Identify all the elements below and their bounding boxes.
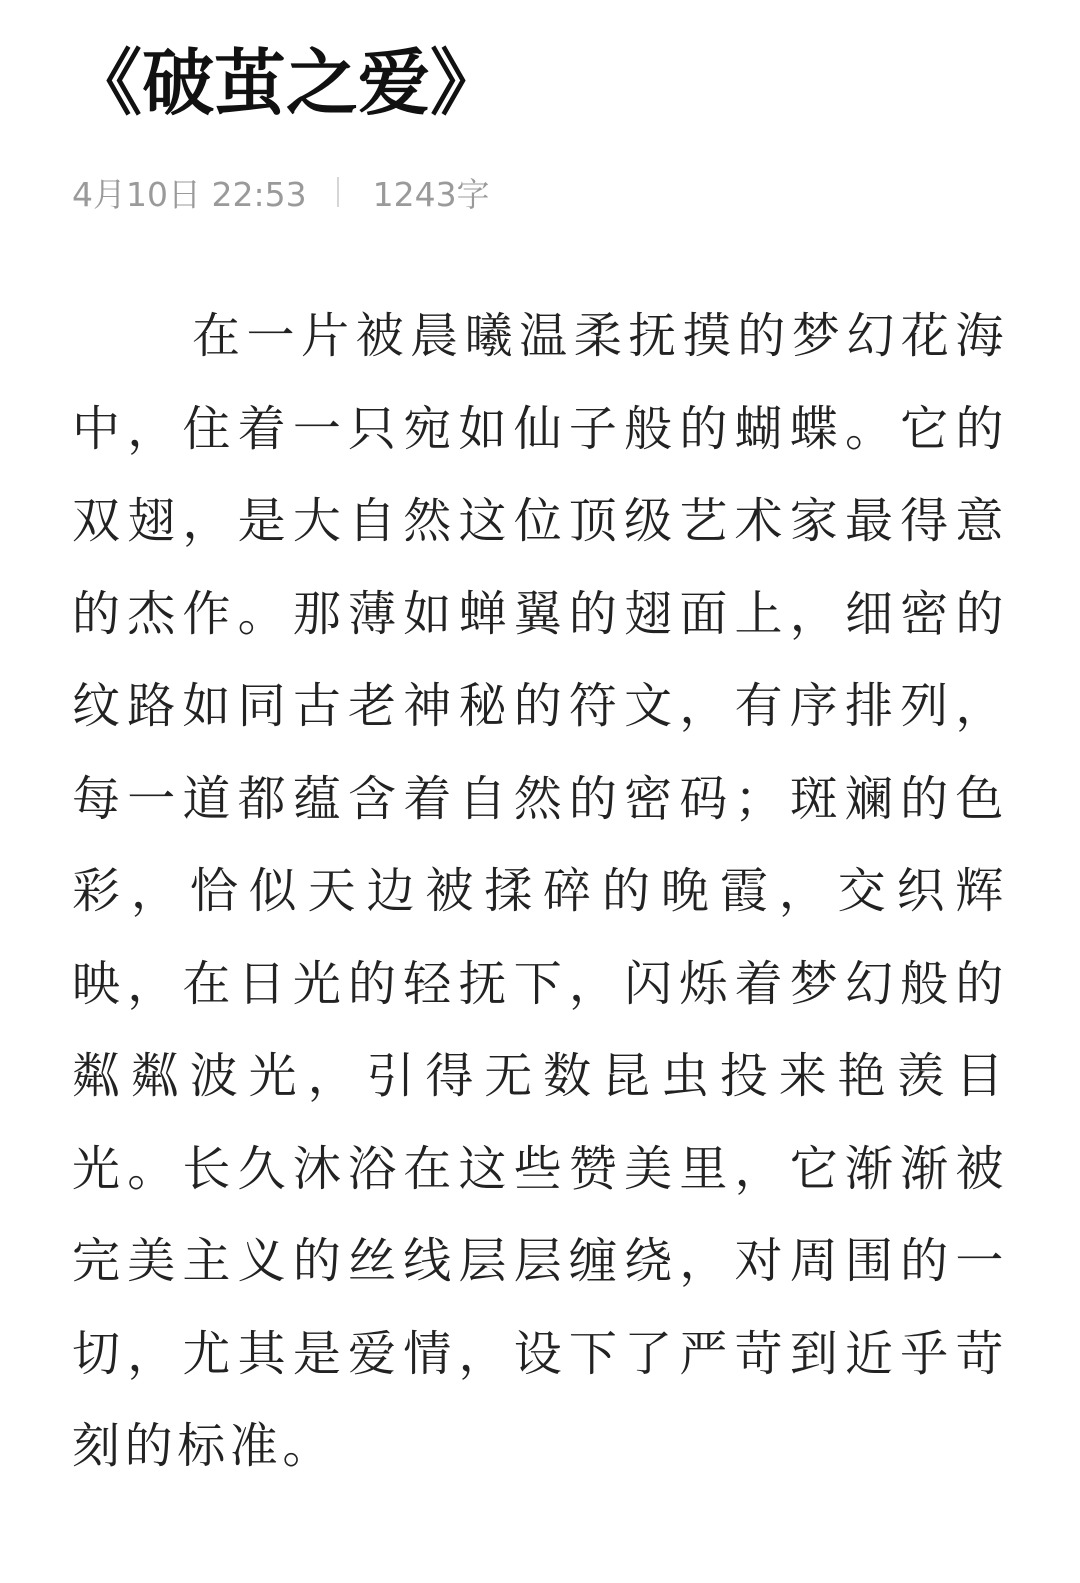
note-word-count: 1243字 [372, 174, 490, 214]
note-body-paragraph[interactable]: 在一片被晨曦温柔抚摸的梦幻花海中，住着一只宛如仙子般的蝴蝶。它的双翅，是大自然这位顶级艺术家最得意的杰作。那薄如蝉翼的翅面上，细密的纹路如同古老神秘的符文，有序排列，每一道都蕴含着自然的密码；斑斓的色彩，恰似天边被揉碎的晚霞，交织辉映，在日光的轻抚下，闪烁着梦幻般的粼粼波光，引得无数昆虫投来艳羡目光。长久沐浴在这些赞美里，它渐渐被完美主义的丝线层层缠绕，对周围的一切，尤其是爱情，设下了严苛到近乎苛刻的标准。 [72, 308, 1008, 1474]
note-meta [72, 170, 490, 214]
note-title: 《破茧之爱》 [70, 41, 503, 125]
note-date: 4月10日 22:53 [72, 174, 307, 214]
meta-divider [337, 177, 339, 207]
